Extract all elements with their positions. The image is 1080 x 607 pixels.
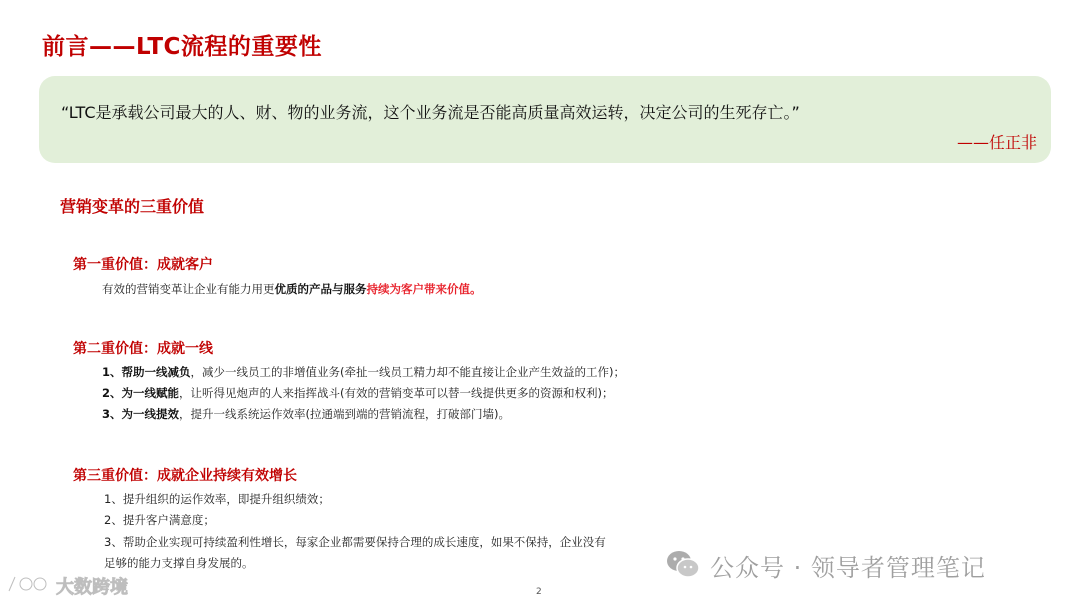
value1-title: 第一重价值：成就客户 [73, 257, 213, 273]
value1-line-bold: 优质的产品与服务 [274, 282, 367, 296]
value3-line: 足够的能力支撑自身发展的。 [104, 556, 254, 570]
value1-line-prefix: 有效的营销变革让企业有能力用更 [102, 282, 275, 296]
value2-title: 第二重价值：成就一线 [73, 341, 213, 357]
value2-item-text: ，让听得见炮声的人来指挥战斗(有效的营销变革可以替一线提供更多的资源和权利)； [179, 386, 614, 400]
page-number: 2 [536, 587, 542, 597]
wechat-icon [666, 549, 700, 583]
section-title: 营销变革的三重价值 [60, 197, 205, 216]
watermark-left-text: 大数跨境 [56, 577, 128, 598]
page-title: 前言——LTC流程的重要性 [42, 34, 322, 60]
value2-item-bold: 1、帮助一线减负 [102, 365, 191, 379]
value1-line [102, 281, 482, 297]
value2-item-bold: 2、为一线赋能 [102, 386, 180, 400]
quote-box [39, 76, 1051, 163]
value1-line-red: 持续为客户带来价值。 [366, 282, 482, 296]
value2-item-text: ，提升一线系统运作效率(拉通端到端的营销流程，打破部门墙)。 [179, 407, 510, 421]
quote-text: “LTC是承载公司最大的人、财、物的业务流，这个业务流是否能高质量高效运转，决定公司的生死存亡。” [61, 103, 800, 122]
watermark-right-text: 公众号 · 领导者管理笔记 [710, 554, 986, 582]
quote-author: ——任正非 [956, 133, 1037, 152]
value2-item [102, 385, 613, 401]
brand-logo-icon [6, 573, 52, 599]
watermark-right [666, 548, 986, 583]
value2-item [102, 406, 510, 422]
value2-item-text: ，减少一线员工的非增值业务(牵扯一线员工精力却不能直接让企业产生效益的工作)； [190, 365, 625, 379]
value3-line: 3、帮助企业实现可持续盈利性增长，每家企业都需要保持合理的成长速度，如果不保持，企业没有 [104, 535, 606, 549]
value2-item-bold: 3、为一线提效 [102, 407, 180, 421]
value3-title: 第三重价值：成就企业持续有效增长 [73, 468, 297, 484]
value2-item [102, 364, 625, 380]
value3-line: 1、提升组织的运作效率，即提升组织绩效； [104, 492, 330, 506]
value3-line: 2、提升客户满意度； [104, 513, 215, 527]
watermark-left [6, 573, 128, 599]
